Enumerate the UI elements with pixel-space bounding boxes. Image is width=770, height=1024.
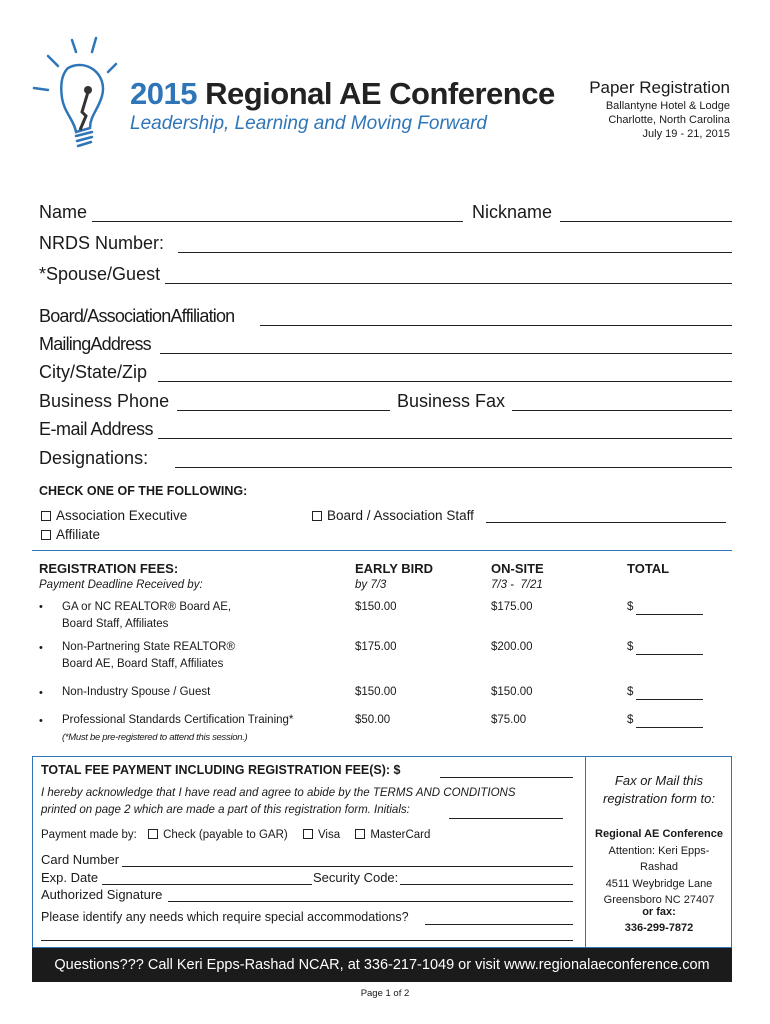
exp-date-label: Exp. Date bbox=[41, 870, 99, 885]
payment-box-divider bbox=[585, 756, 586, 948]
city-field[interactable] bbox=[158, 381, 732, 382]
board-label: Board/AssociationAffiliation bbox=[39, 306, 235, 326]
fee-early-bird: $150.00 bbox=[355, 686, 397, 698]
option-label: Board / Association Staff bbox=[327, 508, 474, 523]
checkbox[interactable] bbox=[312, 511, 322, 521]
early-bird-date: by 7/3 bbox=[355, 579, 387, 591]
business-fax-label: Business Fax bbox=[397, 391, 506, 411]
venue-block bbox=[589, 78, 730, 140]
total-header: TOTAL bbox=[627, 561, 670, 576]
checkbox[interactable] bbox=[303, 829, 313, 839]
acknowledgement-line-2: printed on page 2 which are made a part of this registration form. Initials: bbox=[41, 804, 410, 816]
fee-total-prefix: $ bbox=[627, 601, 634, 613]
fee-total-prefix: $ bbox=[627, 641, 634, 653]
fee-early-bird: $50.00 bbox=[355, 714, 391, 726]
option-label: Association Executive bbox=[56, 508, 188, 523]
name-label: Name bbox=[39, 202, 88, 222]
fee-total-field[interactable] bbox=[636, 727, 703, 728]
nrds-label: NRDS Number: bbox=[39, 233, 165, 253]
signature-label: Authorized Signature bbox=[41, 887, 163, 902]
fee-total-field[interactable] bbox=[636, 654, 703, 655]
business-phone-label: Business Phone bbox=[39, 391, 170, 411]
fee-row-label-2: Board Staff, Affiliates bbox=[62, 618, 169, 630]
fee-early-bird: $175.00 bbox=[355, 641, 397, 653]
conference-year: 2015 bbox=[130, 76, 197, 111]
bullet: • bbox=[39, 715, 43, 727]
option-affiliate[interactable] bbox=[41, 527, 100, 542]
checkbox[interactable] bbox=[148, 829, 158, 839]
mailing-field[interactable] bbox=[160, 353, 732, 354]
fee-row-label: Non-Industry Spouse / Guest bbox=[62, 686, 211, 698]
mail-box-heading bbox=[590, 772, 728, 808]
mailing-address bbox=[590, 826, 728, 909]
option-label: Visa bbox=[317, 829, 341, 841]
deadline-label: Payment Deadline Received by: bbox=[39, 579, 203, 591]
conference-title bbox=[130, 76, 555, 112]
checkbox[interactable] bbox=[41, 511, 51, 521]
form-type: Paper Registration bbox=[589, 78, 730, 97]
questions-banner: Questions??? Call Keri Epps-Rashad NCAR, at 336-217-1049 or visit www.regionalaeconference.com bbox=[32, 948, 732, 982]
acknowledgement-line-1: I hereby acknowledge that I have read and agree to abide by the TERMS AND CONDITIONS bbox=[41, 787, 516, 799]
mail-street: 4511 Weybridge Lane bbox=[605, 877, 713, 890]
nickname-label: Nickname bbox=[472, 202, 553, 222]
designations-field[interactable] bbox=[175, 467, 732, 468]
option-association-executive[interactable] bbox=[41, 508, 187, 523]
fee-onsite: $200.00 bbox=[491, 641, 533, 653]
mailing-label: MailingAddress bbox=[39, 334, 151, 354]
fax-number: 336-299-7872 bbox=[624, 922, 694, 934]
nrds-field[interactable] bbox=[178, 252, 732, 253]
pay-visa-option[interactable] bbox=[303, 829, 340, 841]
fee-onsite: $150.00 bbox=[491, 686, 533, 698]
option-label: Affiliate bbox=[56, 527, 101, 542]
checkbox[interactable] bbox=[41, 530, 51, 540]
designations-label: Designations: bbox=[39, 448, 149, 468]
mail-org: Regional AE Conference bbox=[595, 828, 723, 840]
card-number-label: Card Number bbox=[41, 852, 120, 867]
signature-field[interactable] bbox=[168, 901, 573, 902]
card-number-field[interactable] bbox=[122, 866, 573, 867]
fee-total-field[interactable] bbox=[636, 614, 703, 615]
initials-field[interactable] bbox=[449, 818, 563, 819]
bullet: • bbox=[39, 687, 43, 699]
fee-row-label: Professional Standards Certification Training* bbox=[62, 714, 294, 726]
fax-label: or fax: bbox=[642, 906, 676, 918]
nickname-field[interactable] bbox=[560, 221, 732, 222]
mail-heading-2: registration form to: bbox=[603, 791, 715, 806]
early-bird-header: EARLY BIRD bbox=[355, 561, 434, 576]
bullet: • bbox=[39, 642, 43, 654]
onsite-date: 7/3 - 7/21 bbox=[491, 579, 543, 591]
fee-row-label: Non-Partnering State REALTOR® bbox=[62, 641, 235, 653]
fee-total-prefix: $ bbox=[627, 714, 634, 726]
business-phone-field[interactable] bbox=[177, 410, 390, 411]
mail-heading-1: Fax or Mail this bbox=[614, 773, 704, 788]
payment-made-by-label: Payment made by: bbox=[41, 829, 137, 841]
board-staff-field[interactable] bbox=[486, 522, 726, 523]
exp-date-field[interactable] bbox=[102, 884, 312, 885]
email-label: E-mail Address bbox=[39, 419, 154, 439]
fee-row-label-2: Board AE, Board Staff, Affiliates bbox=[62, 658, 224, 670]
business-fax-field[interactable] bbox=[512, 410, 732, 411]
section-divider bbox=[32, 550, 732, 551]
option-label: MasterCard bbox=[370, 829, 431, 841]
venue-name: Ballantyne Hotel & Lodge bbox=[605, 100, 730, 112]
venue-city: Charlotte, North Carolina bbox=[608, 114, 730, 126]
city-label: City/State/Zip bbox=[39, 362, 148, 382]
spouse-field[interactable] bbox=[165, 283, 732, 284]
total-fee-field[interactable] bbox=[440, 777, 573, 778]
fee-onsite: $175.00 bbox=[491, 601, 533, 613]
fee-total-field[interactable] bbox=[636, 699, 703, 700]
accommodations-label: Please identify any needs which require special accommodations? bbox=[41, 910, 409, 924]
checkbox[interactable] bbox=[355, 829, 365, 839]
mail-attention: Attention: Keri Epps-Rashad bbox=[608, 844, 710, 873]
fee-onsite: $75.00 bbox=[491, 714, 527, 726]
conference-name: Regional AE Conference bbox=[205, 76, 555, 111]
fee-row-note: (*Must be pre-registered to attend this session.) bbox=[62, 732, 248, 743]
fee-total-prefix: $ bbox=[627, 686, 634, 698]
mail-city: Greensboro NC 27407 bbox=[603, 894, 715, 906]
email-field[interactable] bbox=[158, 438, 732, 439]
accommodations-field[interactable] bbox=[425, 924, 573, 925]
accommodations-field-2[interactable] bbox=[41, 940, 573, 941]
option-board-staff[interactable] bbox=[312, 508, 474, 523]
fax-block bbox=[590, 904, 728, 936]
fees-heading: REGISTRATION FEES: bbox=[39, 561, 179, 576]
board-field[interactable] bbox=[260, 325, 732, 326]
security-code-label: Security Code: bbox=[313, 870, 399, 885]
onsite-header: ON-SITE bbox=[491, 561, 544, 576]
page-number: Page 1 of 2 bbox=[360, 988, 410, 999]
name-field[interactable] bbox=[92, 221, 463, 222]
spouse-label: *Spouse/Guest bbox=[39, 264, 161, 284]
fee-early-bird: $150.00 bbox=[355, 601, 397, 613]
conference-tagline: Leadership, Learning and Moving Forward bbox=[130, 113, 487, 134]
option-label: Check (payable to GAR) bbox=[163, 829, 288, 841]
fee-row-label: GA or NC REALTOR® Board AE, bbox=[62, 601, 232, 613]
conference-dates: July 19 - 21, 2015 bbox=[642, 128, 730, 140]
security-code-field[interactable] bbox=[400, 884, 573, 885]
pay-mastercard-option[interactable] bbox=[355, 829, 430, 841]
payment-method-row bbox=[41, 829, 430, 841]
lightbulb-logo-icon bbox=[30, 36, 130, 166]
bullet: • bbox=[39, 601, 43, 613]
check-one-heading: CHECK ONE OF THE FOLLOWING: bbox=[39, 484, 248, 498]
pay-check-option[interactable] bbox=[148, 829, 288, 841]
total-fee-label: TOTAL FEE PAYMENT INCLUDING REGISTRATION FEE(S): $ bbox=[41, 763, 401, 777]
